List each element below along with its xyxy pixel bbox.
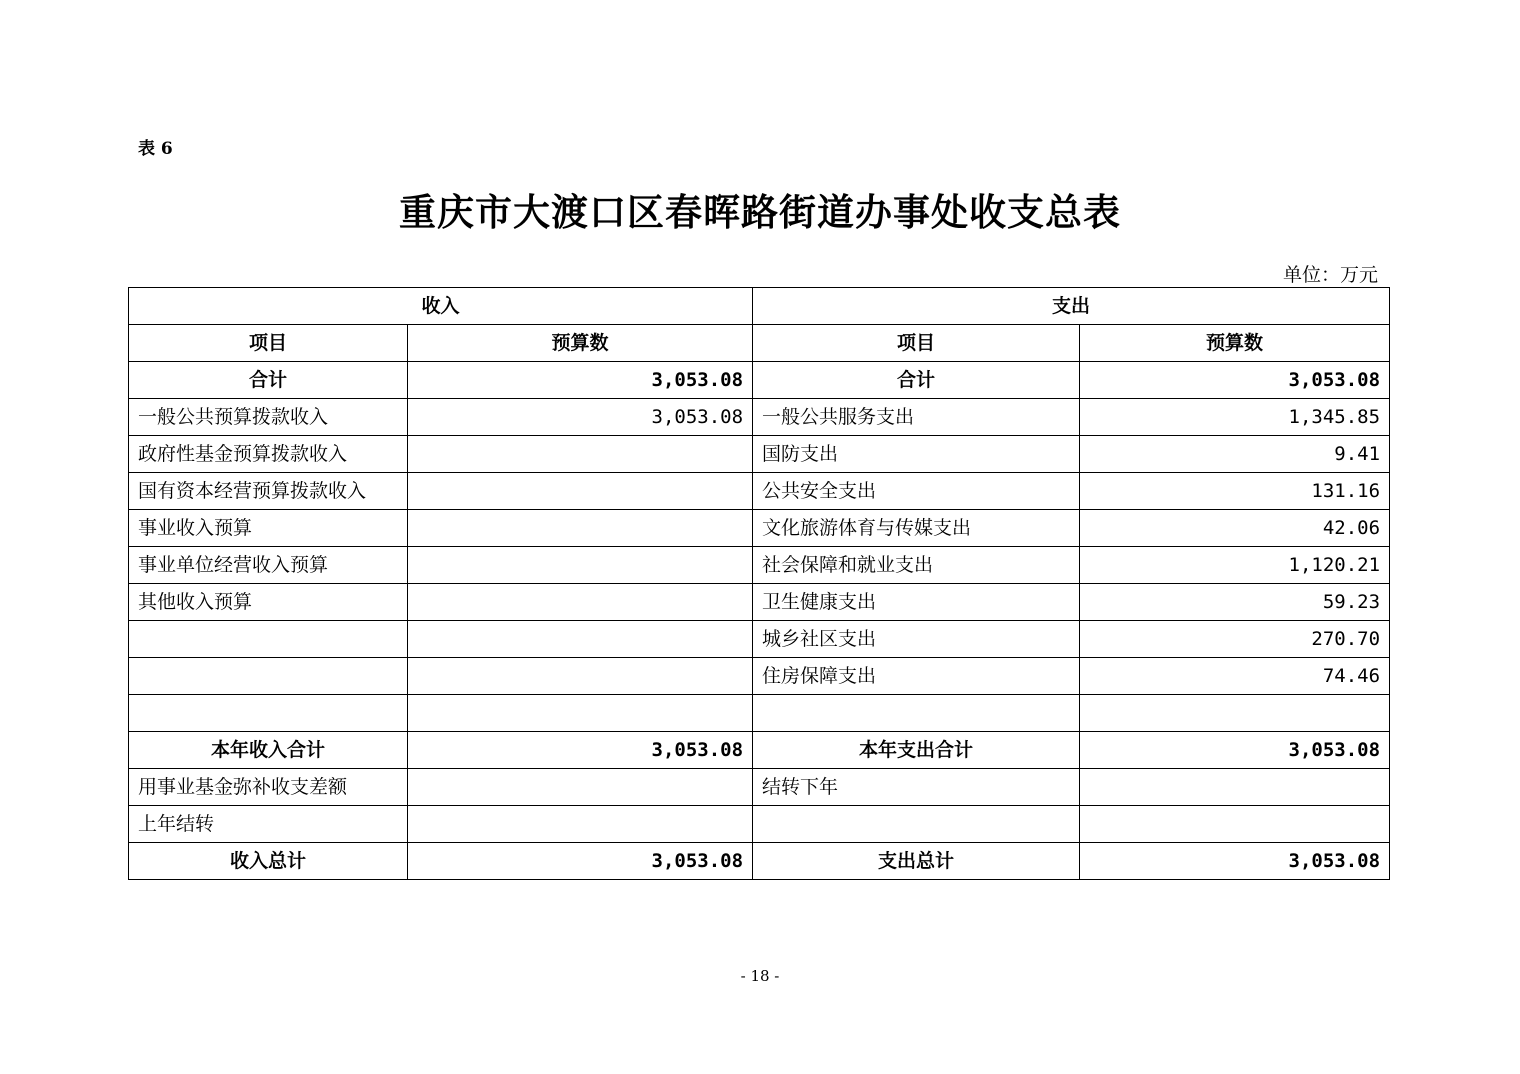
income-item-header: 项目: [129, 325, 408, 362]
income-group-header: 收入: [129, 288, 753, 325]
expense-group-header: 支出: [753, 288, 1390, 325]
table-row: [129, 547, 1390, 584]
expense-value-cell: 270.70: [1080, 621, 1390, 658]
income-item-cell: [129, 695, 408, 732]
expense-item-cell: 城乡社区支出: [753, 621, 1080, 658]
table-row: [129, 806, 1390, 843]
expense-item-cell: [753, 695, 1080, 732]
expense-value-cell: [1080, 806, 1390, 843]
income-item-cell: 收入总计: [129, 843, 408, 880]
income-item-cell: 一般公共预算拨款收入: [129, 399, 408, 436]
expense-value-cell: 74.46: [1080, 658, 1390, 695]
income-value-cell: [408, 621, 753, 658]
table-row: [129, 621, 1390, 658]
table-label: 表 6: [138, 139, 173, 159]
column-header-row: [129, 325, 1390, 362]
income-value-cell: [408, 473, 753, 510]
income-item-cell: 政府性基金预算拨款收入: [129, 436, 408, 473]
table-row: [129, 399, 1390, 436]
income-value-cell: [408, 769, 753, 806]
income-item-cell: [129, 621, 408, 658]
expense-value-cell: 59.23: [1080, 584, 1390, 621]
income-item-cell: 用事业基金弥补收支差额: [129, 769, 408, 806]
expense-item-cell: 本年支出合计: [753, 732, 1080, 769]
table-row: [129, 658, 1390, 695]
expense-value-cell: [1080, 769, 1390, 806]
expense-item-cell: 国防支出: [753, 436, 1080, 473]
expense-value-cell: 9.41: [1080, 436, 1390, 473]
table-row-year-total: [129, 732, 1390, 769]
expense-value-cell: [1080, 695, 1390, 732]
table-row: [129, 436, 1390, 473]
expense-item-cell: 卫生健康支出: [753, 584, 1080, 621]
expense-value-cell: 131.16: [1080, 473, 1390, 510]
income-expense-table: [128, 287, 1390, 880]
expense-item-cell: 结转下年: [753, 769, 1080, 806]
table-row: [129, 584, 1390, 621]
income-value-cell: [408, 584, 753, 621]
expense-value-cell: 3,053.08: [1080, 843, 1390, 880]
income-item-cell: 事业收入预算: [129, 510, 408, 547]
income-value-cell: [408, 658, 753, 695]
table-row: [129, 769, 1390, 806]
table-row: [129, 510, 1390, 547]
expense-value-cell: 3,053.08: [1080, 732, 1390, 769]
page-number: - 18 -: [740, 967, 780, 985]
income-value-cell: [408, 436, 753, 473]
expense-item-cell: 住房保障支出: [753, 658, 1080, 695]
expense-item-cell: [753, 806, 1080, 843]
income-value-cell: [408, 806, 753, 843]
income-item-cell: 国有资本经营预算拨款收入: [129, 473, 408, 510]
table-row: [129, 473, 1390, 510]
income-item-cell: 其他收入预算: [129, 584, 408, 621]
document-title: 重庆市大渡口区春晖路街道办事处收支总表: [399, 190, 1121, 234]
table-row-total: [129, 362, 1390, 399]
income-value-cell: 3,053.08: [408, 732, 753, 769]
table-row: [129, 695, 1390, 732]
income-item-cell: 事业单位经营收入预算: [129, 547, 408, 584]
income-value-cell: [408, 510, 753, 547]
table-row-grand-total: [129, 843, 1390, 880]
income-item-cell: 本年收入合计: [129, 732, 408, 769]
unit-label: 单位：万元: [1282, 264, 1378, 286]
income-value-cell: 3,053.08: [408, 362, 753, 399]
expense-value-cell: 42.06: [1080, 510, 1390, 547]
expense-value-cell: 1,120.21: [1080, 547, 1390, 584]
expense-value-cell: 3,053.08: [1080, 362, 1390, 399]
expense-item-cell: 公共安全支出: [753, 473, 1080, 510]
income-value-cell: [408, 547, 753, 584]
income-value-cell: 3,053.08: [408, 843, 753, 880]
expense-item-header: 项目: [753, 325, 1080, 362]
income-value-cell: [408, 695, 753, 732]
income-value-cell: 3,053.08: [408, 399, 753, 436]
expense-item-cell: 支出总计: [753, 843, 1080, 880]
group-header-row: [129, 288, 1390, 325]
expense-item-cell: 社会保障和就业支出: [753, 547, 1080, 584]
expense-item-cell: 文化旅游体育与传媒支出: [753, 510, 1080, 547]
income-budget-header: 预算数: [408, 325, 753, 362]
expense-item-cell: 一般公共服务支出: [753, 399, 1080, 436]
income-item-cell: [129, 658, 408, 695]
expense-item-cell: 合计: [753, 362, 1080, 399]
income-item-cell: 上年结转: [129, 806, 408, 843]
expense-budget-header: 预算数: [1080, 325, 1390, 362]
income-item-cell: 合计: [129, 362, 408, 399]
expense-value-cell: 1,345.85: [1080, 399, 1390, 436]
